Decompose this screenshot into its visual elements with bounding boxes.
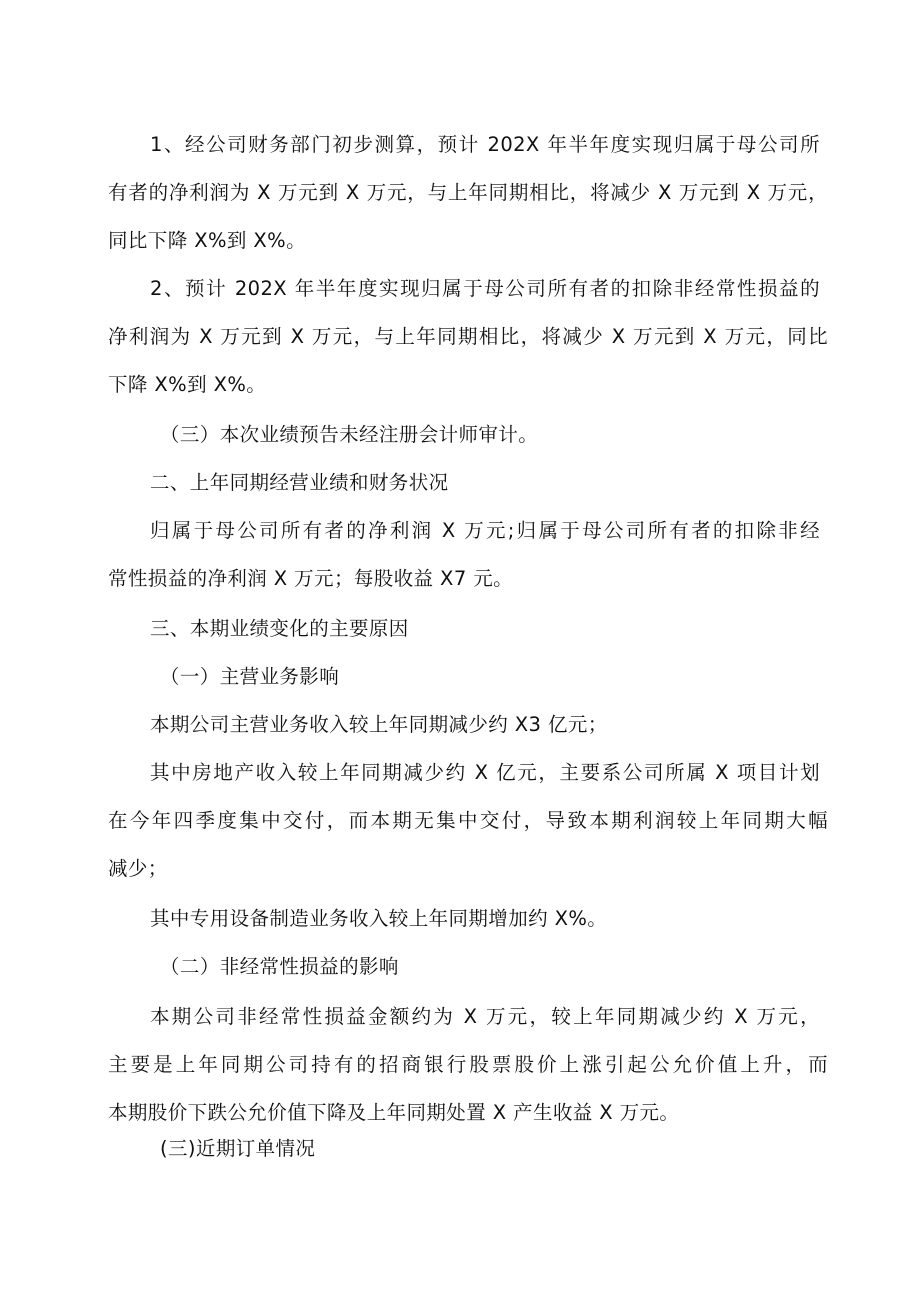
paragraph-2-line-3: 下降 X%到 X%。 (108, 373, 267, 396)
paragraph-7-line-2: 主要是上年同期公司持有的招商银行股票股价上涨引起公允价值上升，而 (108, 1053, 828, 1076)
paragraph-5-line-2: 在今年四季度集中交付，而本期无集中交付，导致本期利润较上年同期大幅 (108, 809, 828, 832)
subheading-main-business: （一）主营业务影响 (160, 665, 340, 688)
paragraph-4: 本期公司主营业务收入较上年同期减少约 X3 亿元； (150, 713, 608, 736)
paragraph-1-line-1: 1、经公司财务部门初步测算，预计 202X 年半年度实现归属于母公司所 (150, 133, 820, 156)
paragraph-5-line-3: 减少； (108, 857, 168, 880)
subheading-non-recurring: （二）非经常性损益的影响 (160, 955, 399, 978)
audit-note: （三）本次业绩预告未经注册会计师审计。 (160, 423, 539, 446)
subheading-recent-orders: (三)近期订单情况 (160, 1137, 316, 1160)
paragraph-7-line-3: 本期股价下跌公允价值下降及上年同期处置 X 产生收益 X 万元。 (108, 1101, 680, 1124)
paragraph-1-line-2: 有者的净利润为 X 万元到 X 万元，与上年同期相比，将减少 X 万元到 X 万元， (108, 181, 828, 204)
paragraph-7-line-1: 本期公司非经常性损益金额约为 X 万元，较上年同期减少约 X 万元， (150, 1005, 820, 1028)
paragraph-3-line-2: 常性损益的净利润 X 万元；每股收益 X7 元。 (108, 567, 514, 590)
paragraph-2-line-1: 2、预计 202X 年半年度实现归属于母公司所有者的扣除非经常性损益的 (150, 277, 820, 300)
paragraph-1-line-3: 同比下降 X%到 X%。 (108, 229, 306, 252)
paragraph-3-line-1: 归属于母公司所有者的净利润 X 万元;归属于母公司所有者的扣除非经 (150, 519, 820, 542)
paragraph-6: 其中专用设备制造业务收入较上年同期增加约 X%。 (150, 907, 608, 930)
paragraph-5-line-1: 其中房地产收入较上年同期减少约 X 亿元，主要系公司所属 X 项目计划 (150, 761, 820, 784)
section-heading-2: 二、上年同期经营业绩和财务状况 (150, 471, 449, 494)
paragraph-2-line-2: 净利润为 X 万元到 X 万元，与上年同期相比，将减少 X 万元到 X 万元，同比 (108, 325, 828, 348)
section-heading-3: 三、本期业绩变化的主要原因 (150, 617, 409, 640)
